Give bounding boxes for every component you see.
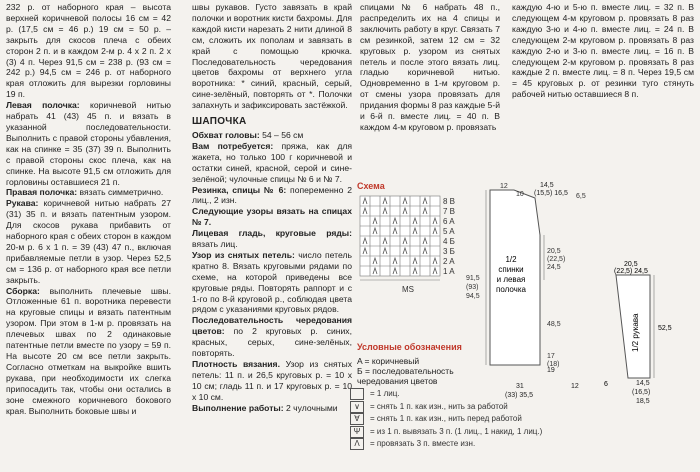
row-label: 3 Б [443, 247, 455, 256]
dim-label: 12 [500, 183, 508, 190]
dim-label: 91,5 [466, 275, 480, 282]
scheme-grid [360, 196, 440, 276]
paragraph-size: Обхват головы: 54 – 56 см [192, 129, 304, 140]
paragraph-patterns: Следующие узоры вязать на спицах № 7. [192, 206, 352, 228]
dim-label: 52,5 [658, 325, 672, 332]
dim-label: 6,5 [576, 193, 586, 200]
body-label: спинки [498, 265, 524, 274]
row-label: 7 B [443, 207, 456, 216]
paragraph: 232 р. от наборного края – высота верхней коричневой полосы 16 см = 42 р. (17,5 см = 46 р.) 19 см = 50 р. – закрыть для скосов плеча с обеих сторон 2 п. и в каждом 2-м р. 4 x 2 п. 2 x (3) 4 п. Через 91,5 см = 238 р. (93 см = 242 р.) 94,5 см = 246 р. от наборного края отложить для вырезки горловины 19 п. [6, 2, 171, 100]
body-label: и левая [496, 275, 526, 284]
body-label: 1/2 [505, 255, 517, 264]
text-column-2 [192, 2, 352, 414]
dim-label: 14,5 [540, 182, 554, 189]
dim-label: 12 [571, 383, 579, 390]
sleeve-label: 1/2 рукава [631, 313, 640, 352]
scheme-ms-label: MS [402, 285, 414, 294]
paragraph-stockinette: Лицевая гладь, круговые ряды: вязать лиц. [192, 228, 352, 250]
paragraph-density: Плотность вязания. Узор из снятых петель: 11 п. и 26,5 круговых р. = 10 x 10 см; гладь 11 п. и 17 круговых р. = 10 x 10 см. [192, 359, 353, 402]
paragraph-right-front: Правая полочка: вязать симметрично. [6, 187, 164, 198]
scheme-title: Схема [357, 181, 385, 191]
legend-row: ∀ = снять 1 п. как изн., нить перед работой [350, 413, 542, 426]
paragraph: швы рукавов. Густо завязать в край полочки и воротник кисти бахромы. Для каждой кисти нарезать 2 нити длиной 8 см, сложить их пополам и завязать в край с помощью крючка. Последовательность чередования цветов бахромы от верхнего угла воротника: * синий, красный, серый, сине-зелёный, повторять от *. Полочки запахнуть и зафиксировать застёжкой. [192, 2, 352, 111]
dim-label: 94,5 [466, 293, 480, 300]
paragraph-rib: Резинка, спицы № 6: попеременно 2 лиц., 2 изн. [192, 184, 352, 206]
text-column-3 [360, 2, 500, 133]
slip-back-symbol-icon: ∨ [350, 401, 364, 413]
dim-label: 24,5 [547, 264, 561, 271]
dim-label: 20,5 [547, 248, 561, 255]
dim-label: (18) [547, 361, 560, 368]
dim-label: (15,5) 16,5 [534, 190, 568, 197]
legend-row: = 1 лиц. [350, 388, 542, 401]
paragraph-work: Выполнение работы: 2 чулочными [192, 402, 338, 413]
legend-row: Λ = провязать 3 п. вместе изн. [350, 438, 542, 451]
dim-label: 19 [547, 367, 555, 374]
row-label: 4 Б [443, 237, 455, 246]
dim-label: 14,5 [636, 380, 650, 387]
row-label: 5 A [443, 227, 455, 236]
dim-label: 17 [547, 353, 555, 360]
dim-label: (33) 35,5 [505, 392, 534, 399]
dim-label: (16,5) [632, 389, 651, 396]
dim-label: 31 [516, 383, 524, 390]
dim-label: 18,5 [636, 398, 650, 405]
body-pattern-diagram [466, 180, 592, 370]
text-column-4 [512, 2, 694, 100]
paragraph-slip-pattern: Узор из снятых петель: число петель кратно 8. Вязать круговыми рядами по схеме, на которой приведены все круговые ряды. Повторять раппорт и с 1-го по 8-й круговой р., соблюдая цвета рядом с указаниями круговых рядов. [192, 249, 353, 315]
legend-row: Ψ = из 1 п. вывязать 3 п. (1 лиц., 1 накид, 1 лиц.) [350, 426, 542, 439]
paragraph: каждую 4-ю и 5-ю п. вместе лиц. = 32 п. В следующем 4-м круговом р. провязать 8 раз каждую 3-ю и 4-ю п. вместе лиц. = 24 п. В следующем 2-м круговом р. провязать 8 раз каждую 2-ю и 3-ю п. вместе лиц. = 16 п. В следующем 2-м круговом р. провязать 8 раз каждые 2 п. вместе лиц. = 8 п. Через 19,5 см = 45 круговых р. от резинки туго стянуть рабочей нитью оставшиеся 8 п. [512, 2, 694, 100]
row-label: 6 A [443, 217, 455, 226]
dim-label: 10 [516, 191, 524, 198]
body-label: полочка [496, 285, 526, 294]
dim-label: (93) [466, 284, 479, 291]
increase-symbol-icon: Ψ [350, 426, 364, 438]
decrease-symbol-icon: Λ [350, 438, 364, 450]
legend-title: Условные обозначения [357, 342, 462, 352]
paragraph-left-front: Левая полочка: коричневой нитью набрать 41 (43) 45 п. и вязать в указанной последовательности. Выполнить с правой стороны убавления, как на спинке = 35 (37) 39 п. Выполнить с правой стороны скос плеча, как на спинке. На высоте 91,5 см отложить для горловины оставшиеся 21 п. [6, 100, 171, 187]
text-column-1 [6, 2, 171, 416]
paragraph: спицами № 6 набрать 48 п., распределить их на 4 спицы и заключить работу в круг. Связать 7 см резинкой, затем 12 см = 32 круговых р. узором из снятых петель и после этого вязать лиц. гладью коричневой нитью. Одновременно в 1-м круговом р. от смены узора провязать для придания формы 8 раз каждые 5-й и 6-й п. вместе лиц. = 40 п. В каждом 4-м круговом р. провязать [360, 2, 500, 132]
legend-color-a: A = коричневый [357, 356, 420, 366]
knit-symbol-icon [350, 388, 364, 400]
paragraph-materials: Вам потребуется: пряжа, как для жакета, но только 100 г коричневой и остатки синей, красной, серой и сине-зелёной; чулочные спицы № 6 и № 7. [192, 140, 353, 184]
row-label: 2 A [443, 257, 455, 266]
paragraph-color-sequence: Последовательность чередования цветов: по 2 круговых р. синих, красных, серых, сине-зелёных, повторять. [192, 315, 352, 359]
dim-label: (22,5) [547, 256, 566, 263]
scheme-row-labels [443, 197, 455, 276]
row-label: 8 B [443, 197, 456, 206]
paragraph-assembly: Сборка: выполнить плечевые швы. Отложенные 61 п. воротника перевести на круговые спицы и вязать патентным узором. При этом в 1-м р. провязать на плечевых швах по 2 одинаковые патентные петли вместе по узору = 59 п. На высоте 20 см все петли закрыть. Согласно отметкам на выкройке вшить рукава, при необходимости их слегка припосадить так, чтобы они остались в зоне смежного коричневого бокового края. Выполнить боковые швы и [6, 285, 171, 416]
dim-label: (22,5) 24,5 [614, 268, 648, 275]
section-heading-hat: ШАПОЧКА [192, 116, 247, 128]
row-label: 1 A [443, 267, 455, 276]
dim-label: 48,5 [547, 321, 561, 328]
dim-label: 20,5 [624, 261, 638, 268]
paragraph-sleeves: Рукава: коричневой нитью набрать 27 (31) 35 п. и вязать патентным узором. Для скосов рукава прибавить от наборного края с обеих сторон в каждом 20-м р. 6 x 1 п. = 39 (43) 47 п., включая прибавляемые петли в узор. Через 52,5 см = 136 р. от наборного края все петли закрыть. [6, 198, 171, 285]
legend-color-b: Б = последовательность чередования цветов [357, 366, 454, 386]
legend-row: ∨ = снять 1 п. как изн., нить за работой [350, 401, 542, 414]
dim-label: 6 [604, 381, 608, 388]
slip-front-symbol-icon: ∀ [350, 413, 364, 425]
scheme-chart [355, 192, 475, 302]
sleeve-pattern-diagram [600, 260, 698, 390]
